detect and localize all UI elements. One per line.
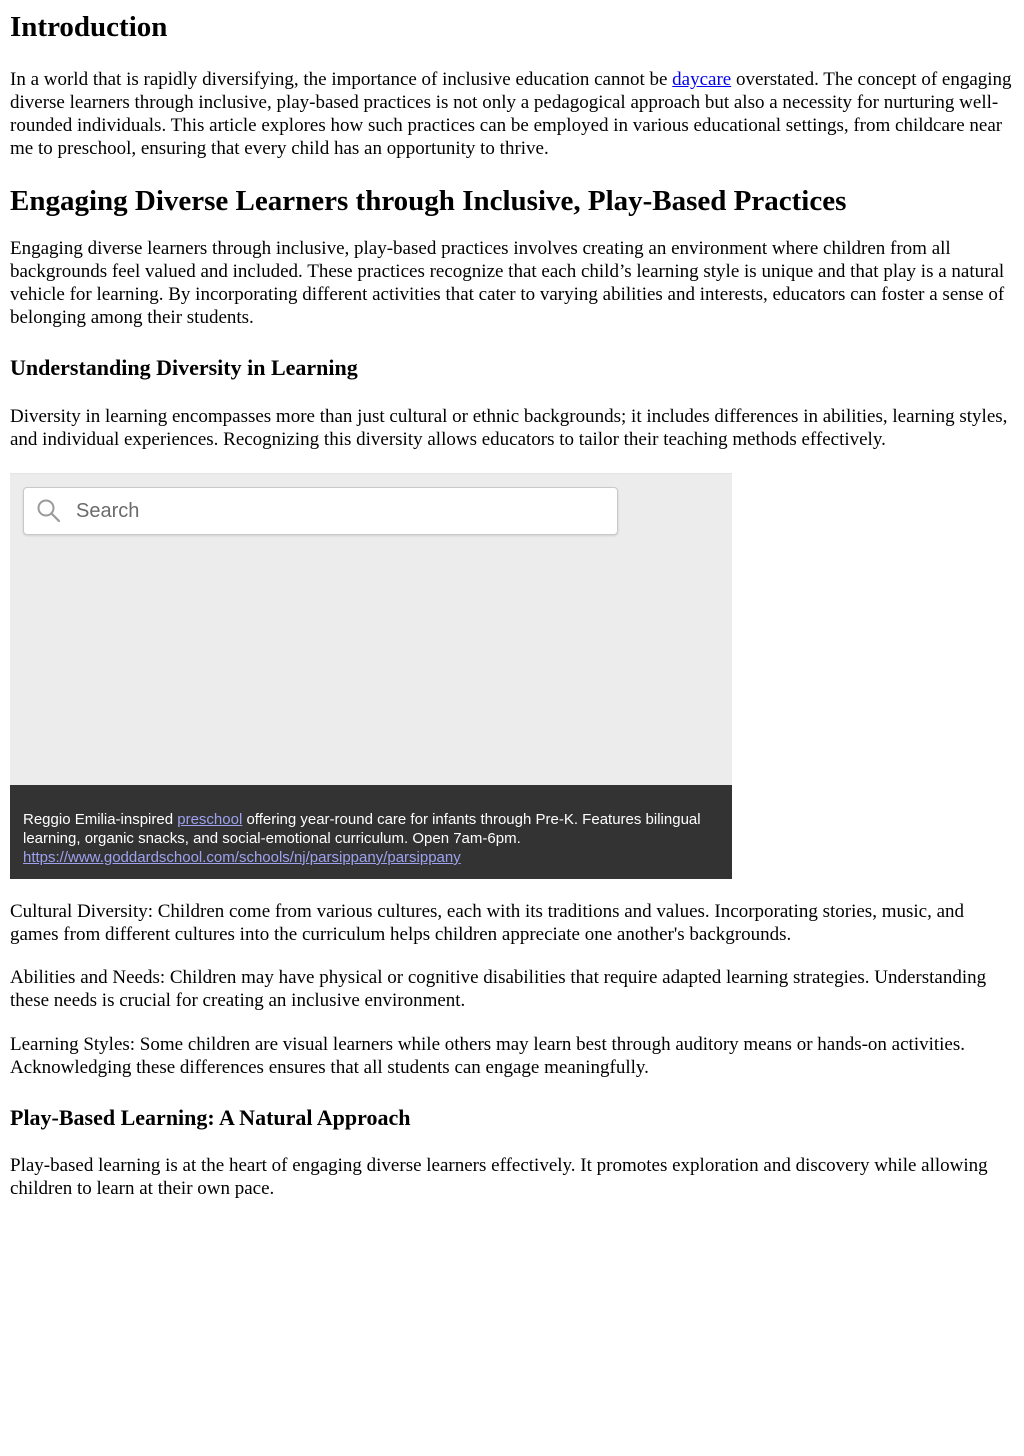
caption-text-before-link: Reggio Emilia-inspired xyxy=(23,811,178,828)
map-search-input[interactable] xyxy=(74,492,578,530)
engaging-heading: Engaging Diverse Learners through Inclusive, Play-Based Practices xyxy=(10,185,847,217)
goddard-school-url-link[interactable]: https://www.goddardschool.com/schools/nj/parsippany/parsippany xyxy=(23,849,461,866)
search-icon xyxy=(36,498,62,524)
play-based-heading: Play-Based Learning: A Natural Approach xyxy=(10,1105,411,1130)
intro-text-after-link: overstated. The concept of engaging diverse learners through inclusive, play-based practices is not only a pedagogical approach but also a necessity for nurturing well-rounded individuals. This article explores how such practices can be employed in various educational settings, from childcare near me to preschool, ensuring that every child has an opportunity to thrive. xyxy=(10,69,1012,159)
engaging-paragraph: Engaging diverse learners through inclusive, play-based practices involves creating an environment where children from all backgrounds feel valued and included. These practices recognize that each child’s learning style is unique and that play is a natural vehicle for learning. By incorporating different activities that cater to varying abilities and interests, educators can foster a sense of belonging among their students. xyxy=(10,238,1005,328)
understanding-paragraph: Diversity in learning encompasses more than just cultural or ethnic backgrounds; it includes differences in abilities, learning styles, and individual experiences. Recognizing this diversity allows educators to tailor their teaching methods effectively. xyxy=(10,406,1008,450)
intro-heading: Introduction xyxy=(10,11,168,43)
learning-styles-paragraph: Learning Styles: Some children are visual learners while others may learn best through auditory means or hands-on activities. Acknowledging these differences ensures that all students can engage meaningfully. xyxy=(10,1034,966,1078)
map-embed[interactable] xyxy=(10,473,732,879)
article xyxy=(0,10,1024,1200)
play-based-paragraph: Play-based learning is at the heart of engaging diverse learners effectively. It promotes exploration and discovery while allowing children to learn at their own pace. xyxy=(10,1155,988,1199)
intro-text-before-link: In a world that is rapidly diversifying, the importance of inclusive education cannot be xyxy=(10,69,673,90)
intro-paragraph xyxy=(10,68,1014,160)
preschool-link[interactable]: preschool xyxy=(177,811,243,828)
abilities-needs-paragraph: Abilities and Needs: Children may have physical or cognitive disabilities that require adapted learning strategies. Understanding these needs is crucial for creating an inclusive environment. xyxy=(10,967,987,1011)
daycare-link[interactable]: daycare xyxy=(672,69,732,90)
cultural-diversity-paragraph: Cultural Diversity: Children come from various cultures, each with its traditions and values. Incorporating stories, music, and games from different cultures into the curriculum helps children appreciate one another's backgrounds. xyxy=(10,901,965,945)
understanding-heading: Understanding Diversity in Learning xyxy=(10,355,358,380)
caption-text-after-link: offering year-round care for infants through Pre-K. Features bilingual learning, organic snacks, and social-emotional curriculum. Open 7am-6pm. xyxy=(23,811,701,847)
map-search-box[interactable] xyxy=(23,487,618,535)
map-caption xyxy=(10,785,732,879)
